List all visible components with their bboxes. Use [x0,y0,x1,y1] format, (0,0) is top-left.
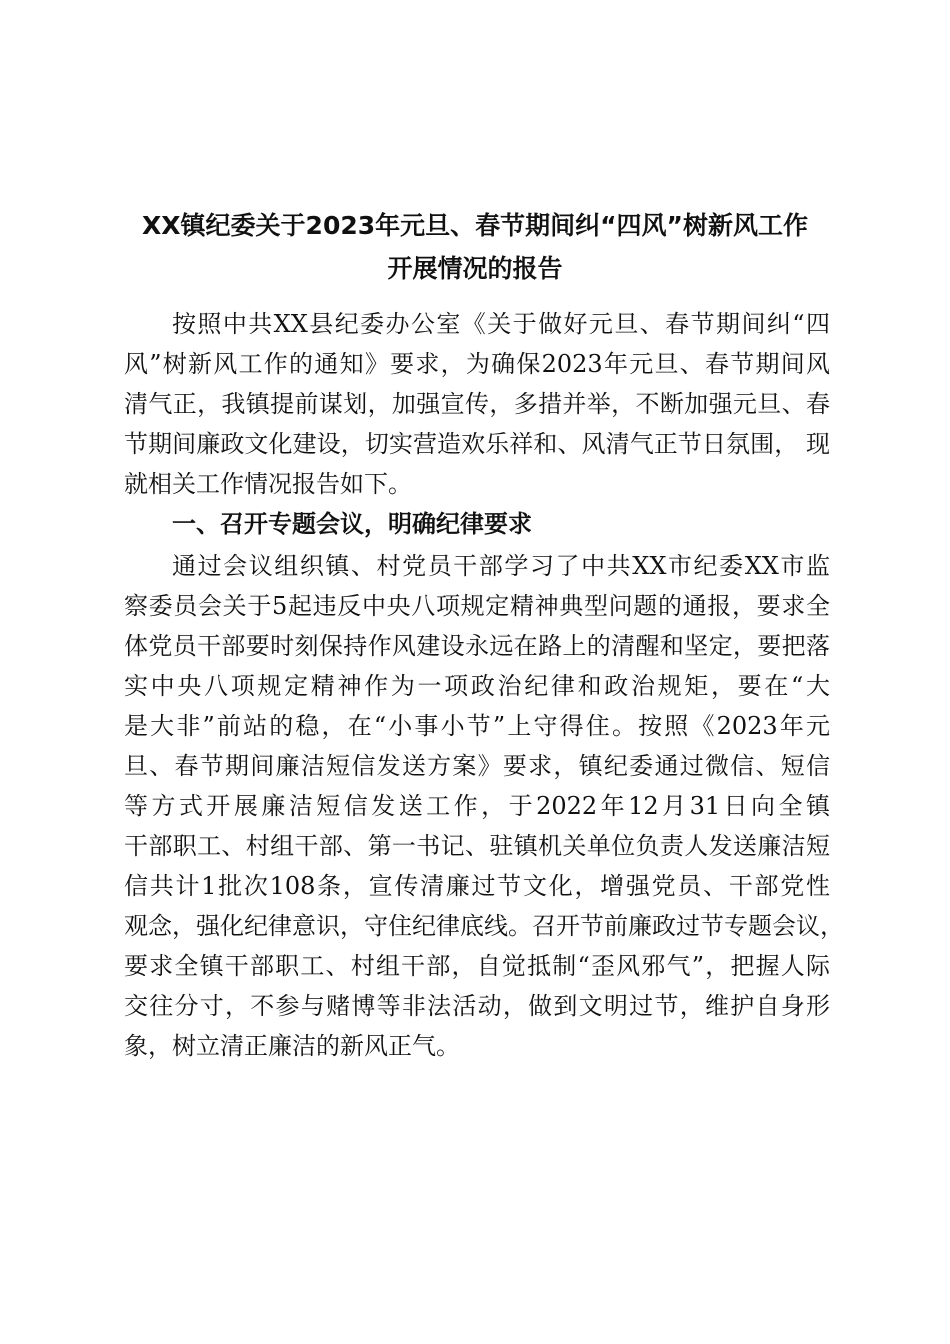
intro-line: 风”树新风工作的通知》要求，为确保2023年元旦、春节期间风 [124,350,830,378]
body-line: 体党员干部要时刻保持作风建设永远在路上的清醒和坚定，要把落 [124,632,830,660]
intro-line: 就相关工作情况报告如下。 [124,470,412,498]
body-line: 观念，强化纪律意识，守住纪律底线。召开节前廉政过节专题会议， [124,912,844,940]
body-line: 是大非”前站的稳，在“小事小节”上守得住。按照《2023年元 [124,712,830,740]
document-title-line-1: XX镇纪委关于2023年元旦、春节期间纠“四风”树新风工作 [142,211,808,240]
body-line: 交往分寸，不参与赌博等非法活动，做到文明过节，维护自身形 [124,992,830,1020]
document-title-line-2: 开展情况的报告 [387,254,563,283]
intro-line: 清气正，我镇提前谋划，加强宣传，多措并举，不断加强元旦、春 [124,390,830,418]
body-line: 要求全镇干部职工、村组干部，自觉抵制“歪风邪气”，把握人际 [124,952,830,980]
body-line: 干部职工、村组干部、第一书记、驻镇机关单位负责人发送廉洁短 [124,832,830,860]
intro-line: 节期间廉政文化建设，切实营造欢乐祥和、风清气正节日氛围， 现 [124,430,830,458]
body-line: 察委员会关于5起违反中央八项规定精神典型问题的通报，要求全 [124,592,830,620]
body-line: 等方式开展廉洁短信发送工作，于2022年12月31日向全镇 [124,792,830,820]
body-line: 通过会议组织镇、村党员干部学习了中共XX市纪委XX市监 [172,552,830,580]
body-line: 信共计1批次108条，宣传清廉过节文化，增强党员、干部党性 [124,872,830,900]
intro-line: 按照中共XX县纪委办公室《关于做好元旦、春节期间纠“四 [172,310,830,338]
body-line: 象，树立清正廉洁的新风正气。 [124,1032,460,1060]
body-line: 旦、春节期间廉洁短信发送方案》要求，镇纪委通过微信、短信 [124,752,830,780]
body-line: 实中央八项规定精神作为一项政治纪律和政治规矩，要在“大 [124,672,830,700]
section-heading: 一、召开专题会议，明确纪律要求 [172,510,532,538]
